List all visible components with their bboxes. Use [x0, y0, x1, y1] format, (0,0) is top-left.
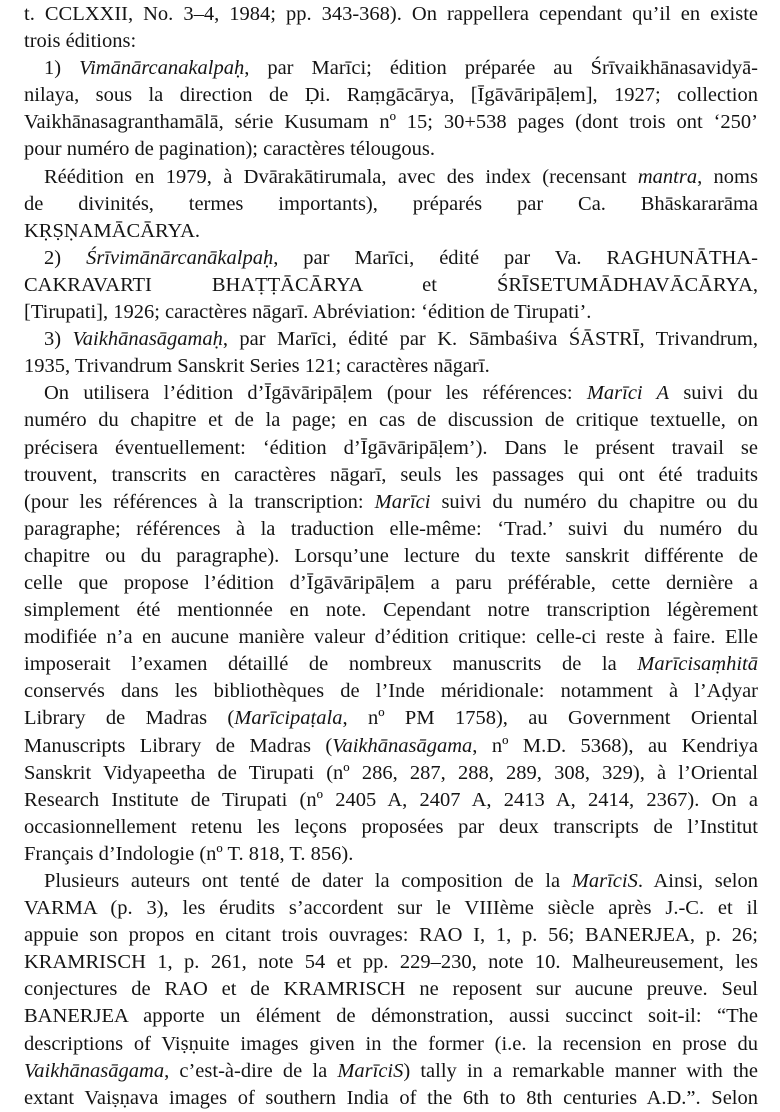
text-line	[24, 245, 758, 272]
text-line: CAKRAVARTI BHAṬṬĀCĀRYA et ŚRĪSETUMĀDHAVĀCĀRYA,	[24, 273, 758, 296]
text-run: On utilisera l’édition d’Īgāvāripāḷem (pour les références:	[44, 382, 587, 405]
text-line	[24, 326, 758, 353]
text-run: , par Marīci, édité par K. Sāmbaśiva ŚĀSTRĪ, Trivandrum,	[222, 328, 758, 351]
text-line: Sanskrit Vidyapeetha de Tirupati (nº 286, 287, 288, 289, 308, 329), à l’Oriental	[24, 761, 758, 784]
text-line: précisera éventuellement: ‘édition d’Īgāvāripāḷem’). Dans le présent travail se	[24, 436, 758, 459]
text-line: modifiée n’a en aucune manière valeur d’édition critique: celle-ci reste à faire. Elle	[24, 626, 758, 649]
italic-title: Vimānārcanakalpaḥ	[79, 57, 245, 80]
text-line: chapitre ou du paragraphe). Lorsqu’une lecture du texte sanskrit différente de	[24, 544, 758, 567]
text-line	[24, 868, 758, 895]
text-line	[24, 164, 758, 191]
text-line: t. CCLXXII, No. 3–4, 1984; pp. 343-368). On rappellera cependant qu’il en existe	[24, 3, 758, 25]
text-run: , par Marīci, édité par Va. RAGHUNĀTHA-	[273, 246, 758, 269]
paragraph-intro	[24, 1, 758, 55]
paragraph-reedition	[24, 164, 758, 245]
text-line: extant Vaiṣṇava images of southern India of the 6th to 8th centuries A.D.”. Selon	[24, 1086, 758, 1109]
italic-title: MarīciS	[337, 1059, 404, 1082]
text-line: appuie son propos en citant trois ouvrages: RAO I, 1, p. 56; BANERJEA, p. 26;	[24, 924, 758, 947]
text-run: 2)	[44, 246, 87, 269]
text-run: (pour les références à la transcription:	[24, 490, 375, 513]
text-run: , c’est-à-dire de la	[164, 1059, 338, 1082]
text-line	[24, 489, 758, 516]
text-run: , noms	[697, 165, 758, 188]
text-line: 1935, Trivandrum Sanskrit Series 121; caractères nāgarī.	[24, 355, 490, 378]
italic-title: Vaikhānasāgama	[24, 1059, 165, 1082]
text-run: 3)	[44, 328, 73, 351]
paragraph-edition-1	[24, 55, 758, 163]
text-line	[24, 733, 758, 760]
italic-title: Vaikhānasāgama	[332, 734, 473, 757]
text-line: conservés dans les bibliothèques de l’Inde méridionale: notamment à l’Aḍyar	[24, 680, 758, 703]
text-line	[24, 55, 758, 82]
text-run: suivi du	[669, 382, 758, 405]
text-line: KṚṢṆAMĀCĀRYA.	[24, 219, 201, 242]
text-line: numéro du chapitre et de la page; en cas de discussion de critique textuelle, on	[24, 409, 758, 432]
text-run: , nº M.D. 5368), au Kendriya	[472, 734, 758, 757]
italic-title: MarīciS	[571, 870, 638, 892]
paragraph-utilisation	[24, 380, 758, 868]
text-line: nilaya, sous la direction de Ḍi. Raṃgācārya, [Īgāvāripāḷem], 1927; collection	[24, 84, 758, 107]
text-line	[24, 651, 758, 678]
italic-title: mantra	[637, 165, 698, 188]
paragraph-edition-3	[24, 326, 758, 380]
paragraph-datation	[24, 868, 758, 1112]
text-run: Manuscripts Library de Madras (	[24, 734, 333, 757]
text-line: VARMA (p. 3), les érudits s’accordent sur le VIIIème siècle après J.-C. et il	[24, 897, 758, 920]
text-line: Français d’Indologie (nº T. 818, T. 856).	[24, 842, 354, 865]
text-line	[24, 380, 758, 407]
text-run: suivi du numéro du chapitre ou du	[430, 490, 759, 513]
italic-title: Marīcisaṃhitā	[637, 653, 758, 676]
text-line: pour numéro de pagination); caractères télougous.	[24, 138, 435, 161]
paragraph-edition-2	[24, 245, 758, 326]
text-line	[24, 1058, 758, 1085]
italic-title: Marīcipaṭala	[234, 707, 343, 730]
italic-title: Marīci A	[586, 382, 670, 405]
text-line: de divinités, termes importants), préparés par Ca. Bhāskararāma	[24, 192, 758, 215]
text-run: Réédition en 1979, à Dvārakātirumala, avec des index (recensant	[44, 165, 638, 188]
text-line: occasionnellement retenu les leçons proposées par deux transcripts de l’Institut	[24, 815, 758, 838]
text-run: Library de Madras (	[24, 707, 235, 730]
text-run: , par Marīci; édition préparée au Śrīvaikhānasavidyā-	[244, 57, 758, 80]
text-line: conjectures de RAO et de KRAMRISCH ne reposent sur aucune preuve. Seul	[24, 978, 758, 1001]
text-line: BANERJEA apporte un élément de démonstration, aussi succinct soit-il: “The	[24, 1005, 758, 1028]
text-run: , nº PM 1758), au Government Oriental	[342, 707, 758, 730]
text-run: Plusieurs auteurs ont tenté de dater la composition de la	[44, 870, 572, 892]
italic-title: Śrīvimānārcanākalpaḥ	[86, 246, 274, 269]
text-line: KRAMRISCH 1, p. 261, note 54 et pp. 229–230, note 10. Malheureusement, les	[24, 951, 758, 974]
text-line: celle que propose l’édition d’Īgāvāripāḷem a paru préférable, cette dernière a	[24, 571, 758, 594]
text-run: 1)	[44, 57, 80, 80]
text-run: . Ainsi, selon	[637, 870, 758, 892]
italic-title: Marīci	[374, 490, 431, 513]
text-line: Research Institute de Tirupati (nº 2405 A, 2407 A, 2413 A, 2414, 2367). On a	[24, 788, 758, 811]
text-line: [Tirupati], 1926; caractères nāgarī. Abréviation: ‘édition de Tirupati’.	[24, 301, 592, 324]
document-page	[24, 1, 758, 1112]
text-run: ) tally in a remarkable manner with the	[403, 1059, 758, 1082]
text-line	[24, 705, 758, 732]
text-line: trois éditions:	[24, 30, 137, 53]
text-line: Vaikhānasagranthamālā, série Kusumam nº 15; 30+538 pages (dont trois ont ‘250’	[24, 111, 758, 134]
text-line: trouvent, transcrits en caractères nāgarī, seuls les passages qui ont été traduits	[24, 463, 758, 486]
text-line: simplement été mentionnée en note. Cependant notre transcription légèrement	[24, 599, 758, 622]
text-run: imposerait l’examen détaillé de nombreux manuscrits de la	[24, 653, 638, 676]
italic-title: Vaikhānasāgamaḥ	[72, 328, 223, 351]
text-line: descriptions of Viṣṇuite images given in the former (i.e. la recension en prose du	[24, 1032, 758, 1055]
text-line: paragraphe; références à la traduction elle-même: ‘Trad.’ suivi du numéro du	[24, 517, 758, 540]
